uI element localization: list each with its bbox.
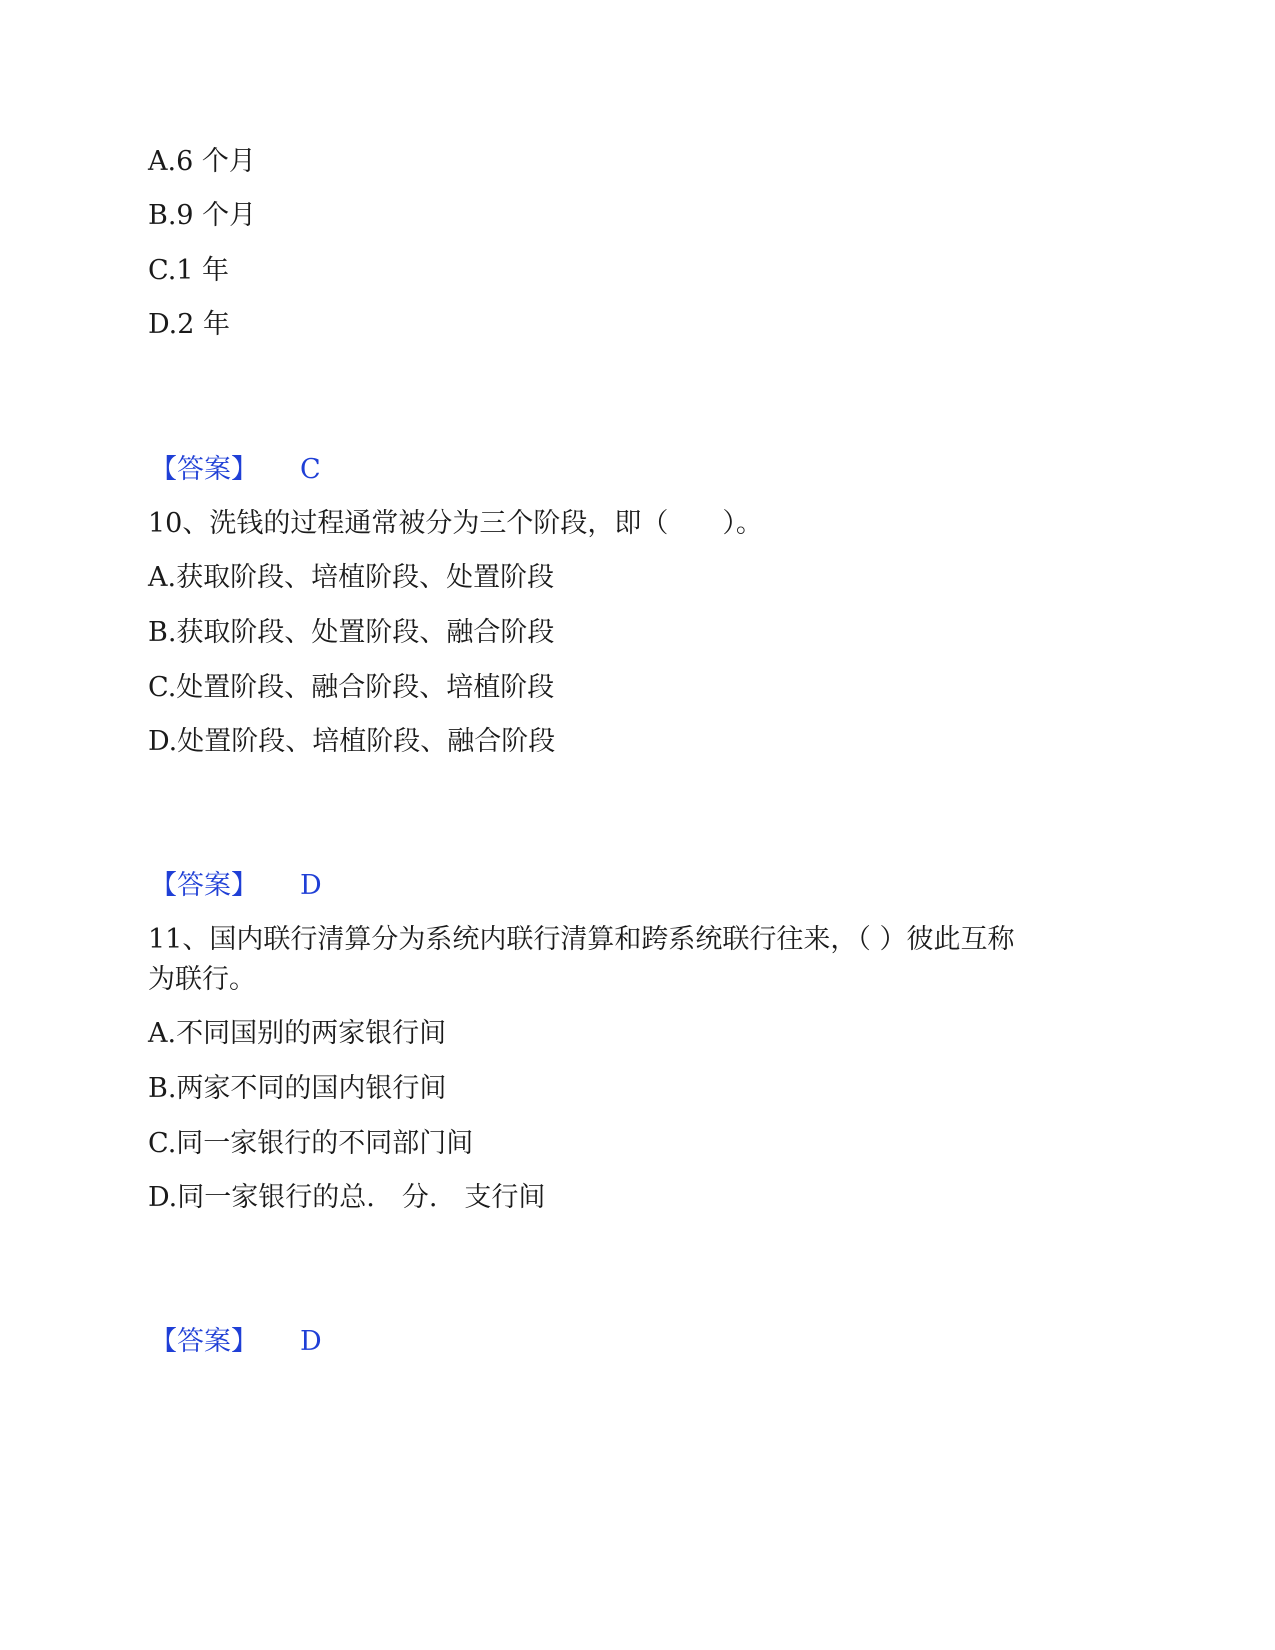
q11-option-a: A.不同国别的两家银行间 (148, 1018, 447, 1049)
q10-option-c: C.处置阶段、融合阶段、培植阶段 (148, 672, 555, 703)
q10-option-b: B.获取阶段、处置阶段、融合阶段 (148, 617, 555, 648)
q9-option-b: B.9 个月 (148, 200, 257, 231)
answer-value: D (300, 1326, 322, 1357)
q9-option-d: D.2 年 (148, 309, 231, 340)
answer-label: 【答案】 (150, 454, 258, 485)
q10-answer (150, 866, 322, 906)
answer-label: 【答案】 (150, 1326, 258, 1357)
q9-option-a: A.6 个月 (148, 146, 256, 177)
q11-option-d: D.同一家银行的总. 分. 支行间 (148, 1182, 546, 1213)
q9-answer (150, 450, 321, 490)
q10-option-a: A.获取阶段、培植阶段、处置阶段 (148, 562, 555, 593)
answer-value: C (300, 454, 321, 485)
q10-stem: 10、洗钱的过程通常被分为三个阶段，即（ ）。 (148, 508, 763, 539)
q10-option-d: D.处置阶段、培植阶段、融合阶段 (148, 726, 556, 757)
answer-label: 【答案】 (150, 870, 258, 901)
q11-stem-line2: 为联行。 (148, 964, 256, 995)
q11-option-c: C.同一家银行的不同部门间 (148, 1128, 474, 1159)
q11-option-b: B.两家不同的国内银行间 (148, 1073, 447, 1104)
q11-answer (150, 1322, 322, 1362)
answer-value: D (300, 870, 322, 901)
q11-stem-line1: 11、国内联行清算分为系统内联行清算和跨系统联行往来，（ ）彼此互称 (148, 924, 1015, 955)
q9-option-c: C.1 年 (148, 255, 230, 286)
